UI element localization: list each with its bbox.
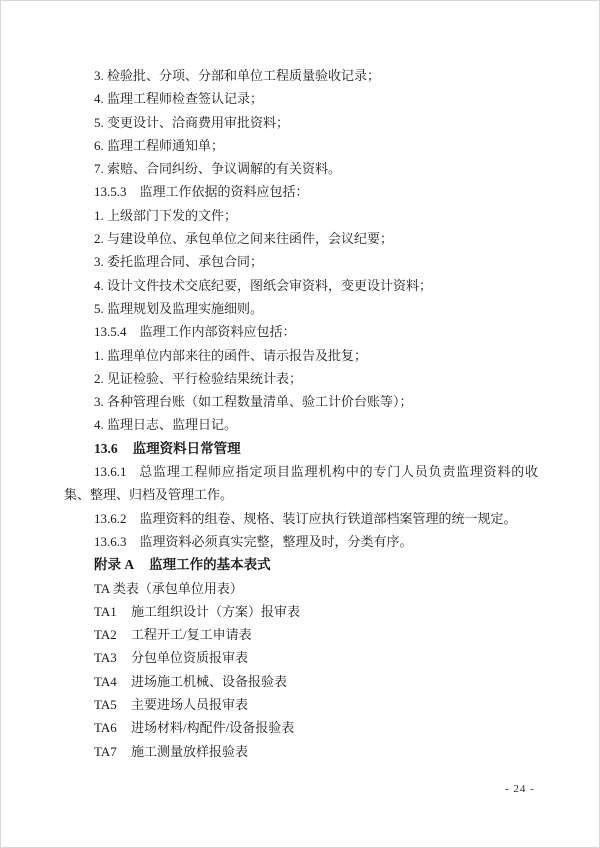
- ta-form-label: 施工测量放样报验表: [131, 743, 249, 759]
- doc-line: [64, 740, 538, 763]
- doc-heading-line: [64, 553, 538, 576]
- page-content: [64, 64, 538, 763]
- ta-form-label: 主要进场人员报审表: [131, 697, 249, 713]
- clause-number: 附录 A: [94, 557, 135, 573]
- clause-text: 监理工作的基本表式: [149, 557, 271, 573]
- doc-line: 4. 设计文件技术交底纪要，图纸会审资料，变更设计资料；: [94, 277, 433, 293]
- ta-form-label: 进场材料/构配件/设备报验表: [131, 720, 295, 736]
- doc-line: 4. 监理日志、监理日记。: [94, 417, 238, 433]
- ta-form-code: TA7: [94, 743, 117, 759]
- doc-line: 5. 变更设计、洽商费用审批资料；: [94, 114, 290, 130]
- doc-line: TA 类表（承包单位用表）: [94, 580, 243, 596]
- doc-line: 3. 委托监理合同、承包合同；: [94, 254, 264, 270]
- doc-line: [64, 180, 538, 203]
- doc-line: [64, 623, 538, 646]
- ta-form-label: 工程开工/复工申请表: [131, 627, 252, 643]
- doc-line: [64, 530, 538, 553]
- clause-number: 13.5.4: [94, 324, 127, 340]
- ta-form-code: TA3: [94, 650, 117, 666]
- doc-line: 1. 上级部门下发的文件；: [94, 207, 238, 223]
- clause-text: 监理工作依据的资料应包括：: [139, 184, 309, 200]
- clause-number: 13.6.2: [94, 510, 127, 526]
- ta-form-code: TA6: [94, 720, 117, 736]
- page-number-footer: - 24 -: [505, 783, 535, 795]
- ta-form-label: 分包单位资质报审表: [131, 650, 249, 666]
- doc-line: [64, 716, 538, 739]
- doc-line: [64, 460, 538, 507]
- doc-line: 6. 监理工程师通知单；: [94, 137, 225, 153]
- clause-number: 13.6.1: [94, 464, 127, 480]
- clause-number: 13.5.3: [94, 184, 127, 200]
- ta-form-code: TA1: [94, 603, 117, 619]
- doc-line: [64, 670, 538, 693]
- clause-text: 监理工作内部资料应包括：: [139, 324, 296, 340]
- clause-text: 总监理工程师应指定项目监理机构中的专门人员负责监理资料的收集、整理、归档及管理工作。: [64, 464, 538, 503]
- doc-line: 2. 与建设单位、承包单位之间来往函件，会议纪要；: [94, 231, 394, 247]
- doc-line: 5. 监理规划及监理实施细则。: [94, 300, 264, 316]
- ta-form-code: TA4: [94, 673, 117, 689]
- doc-line: 3. 检验批、分项、分部和单位工程质量验收记录；: [94, 68, 381, 83]
- ta-form-code: TA5: [94, 697, 117, 713]
- doc-line: [64, 507, 538, 530]
- doc-line: [64, 646, 538, 669]
- doc-line: 4. 监理工程师检查签认记录；: [94, 91, 264, 107]
- clause-text: 监理资料必须真实完整，整理及时，分类有序。: [139, 533, 413, 549]
- ta-form-label: 施工组织设计（方案）报审表: [131, 603, 301, 619]
- clause-text: 监理资料的组卷、规格、装订应执行铁道部档案管理的统一规定。: [139, 510, 517, 526]
- clause-number: 13.6.3: [94, 533, 127, 549]
- ta-form-code: TA2: [94, 627, 117, 643]
- doc-line: [64, 693, 538, 716]
- doc-line: [64, 600, 538, 623]
- clause-text: 监理资料日常管理: [132, 440, 241, 456]
- ta-form-label: 进场施工机械、设备报验表: [131, 673, 288, 689]
- doc-line: 1. 监理单位内部来往的函件、请示报告及批复；: [94, 347, 368, 363]
- doc-line: 3. 各种管理台账（如工程数量清单、验工计价台账等）；: [94, 394, 413, 410]
- doc-line: 2. 见证检验、平行检验结果统计表；: [94, 370, 303, 386]
- doc-line: [64, 320, 538, 343]
- clause-number: 13.6: [94, 440, 118, 456]
- doc-heading-line: [64, 437, 538, 460]
- doc-line: 7. 索赔、合同纠纷、争议调解的有关资料。: [94, 161, 342, 177]
